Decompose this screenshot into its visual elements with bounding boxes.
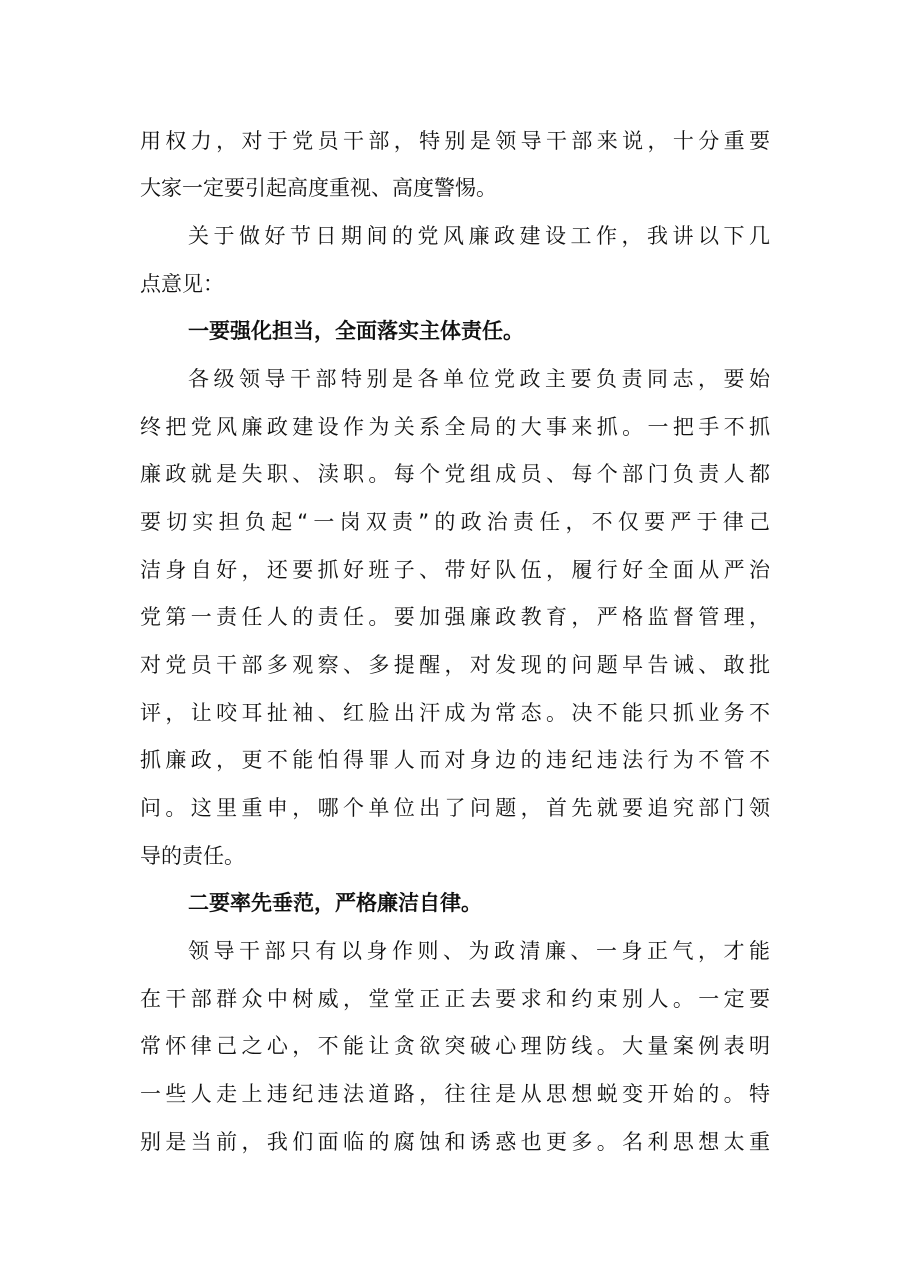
body-text-line: 终把党风廉政建设作为关系全局的大事来抓。一把手不抓 (140, 415, 770, 439)
body-text-line: 问。这里重申，哪个单位出了问题，首先就要追究部门领 (140, 796, 770, 820)
body-text-line: 廉政就是失职、渎职。每个党组成员、每个部门负责人都 (140, 462, 770, 486)
body-text-line: 领导干部只有以身作则、为政清廉、一身正气，才能 (188, 939, 770, 963)
body-text-line: 关于做好节日期间的党风廉政建设工作，我讲以下几 (188, 224, 770, 248)
body-text-line: 洁身自好，还要抓好班子、带好队伍，履行好全面从严治 (140, 558, 770, 582)
body-text-line: 点意见： (140, 272, 224, 296)
section-heading-1: 一要强化担当，全面落实主体责任。 (188, 319, 524, 343)
body-text-line: 各级领导干部特别是各单位党政主要负责同志，要始 (188, 367, 770, 391)
body-text-line: 用权力，对于党员干部，特别是领导干部来说，十分重要 (140, 129, 770, 153)
body-text-line: 大家一定要引起高度重视、高度警惕。 (140, 176, 497, 200)
section-heading-2: 二要率先垂范，严格廉洁自律。 (188, 891, 482, 915)
body-text-line: 别是当前，我们面临的腐蚀和诱惑也更多。名利思想太重 (140, 1130, 770, 1154)
body-text-line: 要切实担负起“一岗双责”的政治责任，不仅要严于律己 (140, 510, 770, 534)
body-text-line: 评，让咬耳扯袖、红脸出汗成为常态。决不能只抓业务不 (140, 701, 770, 725)
body-text-line: 一些人走上违纪违法道路，往往是从思想蜕变开始的。特 (140, 1082, 770, 1106)
body-text-line: 导的责任。 (140, 844, 245, 868)
body-text-line: 党第一责任人的责任。要加强廉政教育，严格监督管理， (140, 605, 770, 629)
body-text-line: 常怀律己之心，不能让贪欲突破心理防线。大量案例表明 (140, 1034, 770, 1058)
body-text-line: 在干部群众中树威，堂堂正正去要求和约束别人。一定要 (140, 987, 770, 1011)
body-text-line: 抓廉政，更不能怕得罪人而对身边的违纪违法行为不管不 (140, 748, 770, 772)
body-text-line: 对党员干部多观察、多提醒，对发现的问题早告诫、敢批 (140, 653, 770, 677)
